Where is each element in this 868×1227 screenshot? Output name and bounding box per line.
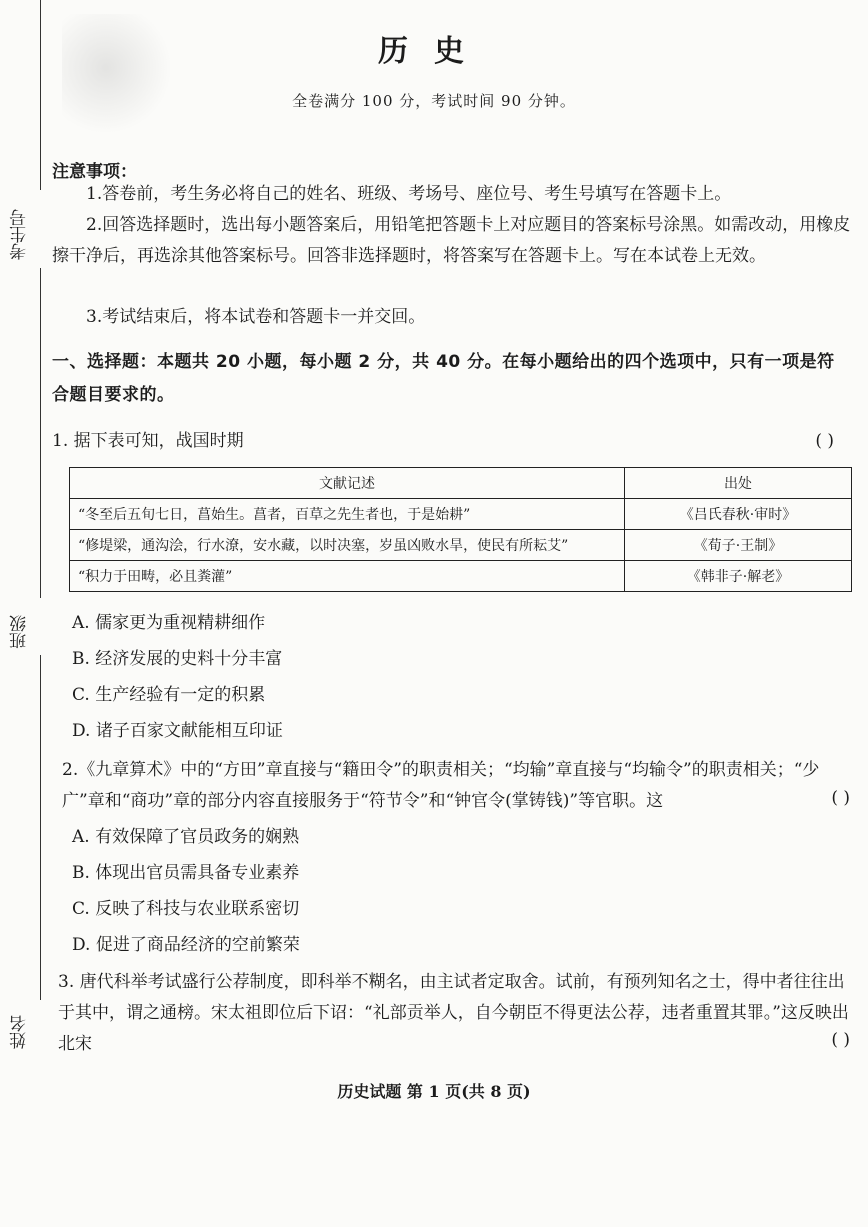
- section-heading: 一、选择题：本题共 20 小题，每小题 2 分，共 40 分。在每小题给出的四个选项中，只有一项是符合题目要求的。: [52, 352, 835, 405]
- page-title: 历史: [378, 34, 490, 69]
- side-label-name: 姓名: [10, 1015, 30, 1049]
- table-row: [70, 530, 852, 561]
- binding-line: [40, 268, 41, 598]
- table-cell: “修堤梁，通沟浍，行水潦，安水藏，以时决塞，岁虽凶败水旱，使民有所耘艾”: [70, 530, 625, 561]
- side-label-class: 班级: [10, 615, 30, 649]
- answer-paren: ( ): [831, 1030, 850, 1050]
- notice-item-2: 2.回答选择题时，选出每小题答案后，用铅笔把答题卡上对应题目的答案标号涂黑。如需改动，用橡皮擦干净后，再选涂其他答案标号。回答非选择题时，将答案写在答题卡上。写在本试卷上无效。: [52, 215, 851, 266]
- question-3-text: 3. 唐代科举考试盛行公荐制度，即科举不糊名，由主试者定取舍。试前，有预列知名之士，得中者往往出于其中，谓之通榜。宋太祖即位后下诏：“礼部贡举人，自今朝臣不得更法公荐，违者重置其罪。”这反映出北宋: [58, 972, 849, 1054]
- table-header-row: [70, 468, 852, 499]
- question-1-option-d: D. 诸子百家文献能相互印证: [72, 721, 283, 741]
- question-2-stem: [62, 755, 854, 817]
- question-2-option-a: A. 有效保障了官员政务的娴熟: [72, 827, 300, 847]
- question-2-option-c: C. 反映了科技与农业联系密切: [72, 899, 300, 919]
- notice-item-1: 1.答卷前，考生务必将自己的姓名、班级、考场号、座位号、考生号填写在答题卡上。: [86, 184, 732, 204]
- answer-paren: ( ): [831, 788, 850, 808]
- exam-info: 全卷满分 100 分，考试时间 90 分钟。: [292, 92, 576, 110]
- question-1-option-a: A. 儒家更为重视精耕细作: [72, 613, 266, 633]
- table-row: [70, 499, 852, 530]
- table-cell: “冬至后五旬七日，菖始生。菖者，百草之先生者也，于是始耕”: [70, 499, 625, 530]
- table-row: [70, 561, 852, 592]
- question-3-stem: [58, 967, 854, 1060]
- notice-item-3: 3.考试结束后，将本试卷和答题卡一并交回。: [86, 307, 426, 327]
- question-1-option-c: C. 生产经验有一定的积累: [72, 685, 266, 705]
- table-header: 出处: [625, 468, 852, 499]
- question-2-option-b: B. 体现出官员需具备专业素养: [72, 863, 300, 883]
- question-2-text: 2.《九章算术》中的“方田”章直接与“籍田令”的职责相关；“均输”章直接与“均输令”的职责相关；“少广”章和“商功”章的部分内容直接服务于“符节令”和“钟官令(掌铸钱)”等官职。这: [62, 760, 820, 811]
- binding-line: [40, 655, 41, 1000]
- page-footer: 历史试题 第 1 页(共 8 页): [337, 1082, 531, 1101]
- question-2-option-d: D. 促进了商品经济的空前繁荣: [72, 935, 300, 955]
- table-cell: 《吕氏春秋·审时》: [625, 499, 852, 530]
- answer-paren: ( ): [815, 431, 834, 451]
- side-label-exam-number: 考生号: [10, 209, 30, 260]
- table-cell: 《荀子·王制》: [625, 530, 852, 561]
- table-cell: 《韩非子·解老》: [625, 561, 852, 592]
- question-1-text: 1. 据下表可知，战国时期: [52, 431, 244, 451]
- question-1-option-b: B. 经济发展的史料十分丰富: [72, 649, 283, 669]
- table-header: 文献记述: [70, 468, 625, 499]
- question-1-stem: [52, 426, 852, 457]
- source-table: [69, 467, 852, 592]
- table-cell: “积力于田畴，必且粪灌”: [70, 561, 625, 592]
- notice-heading: 注意事项：: [52, 162, 137, 182]
